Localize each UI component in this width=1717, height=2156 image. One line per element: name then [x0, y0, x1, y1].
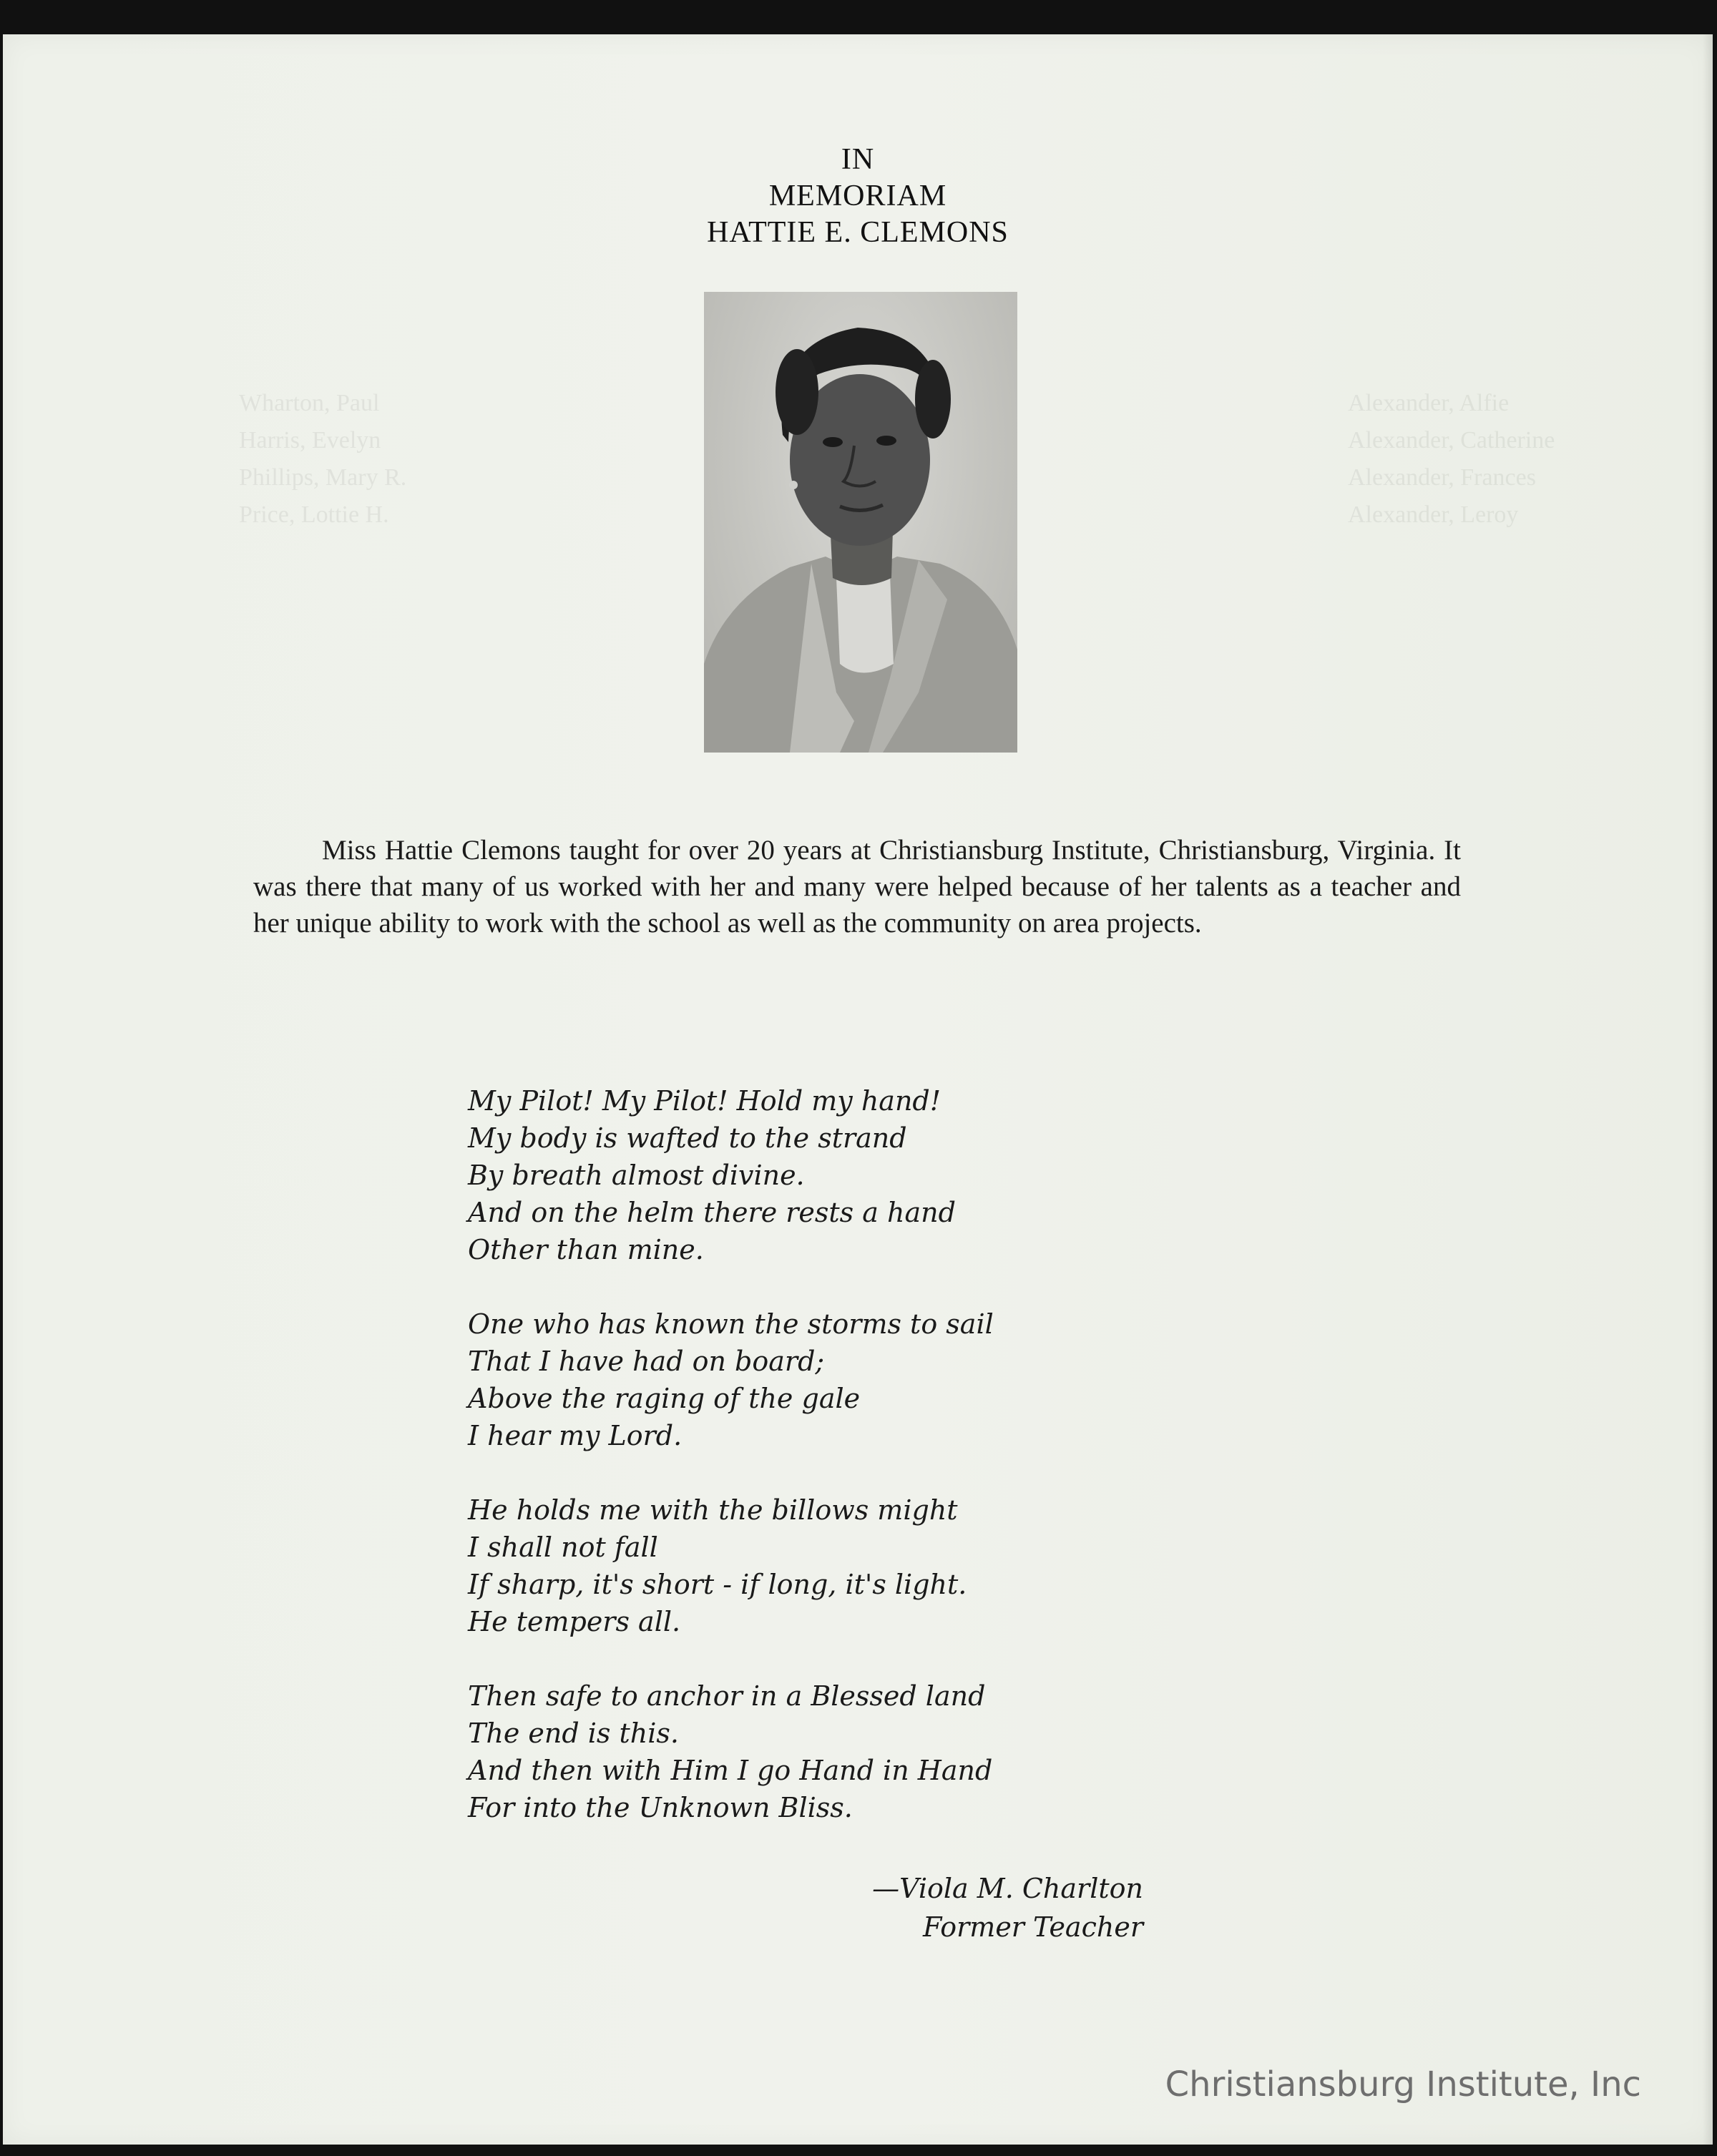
poem-attribution: [747, 1869, 1143, 1946]
heading-line-name: HATTIE E. CLEMONS: [707, 216, 1009, 249]
poem-line: I shall not fall: [468, 1532, 658, 1563]
poem-line: Other than mine.: [468, 1234, 704, 1265]
portrait-photo: [704, 292, 1017, 753]
poem-stanza: [468, 1305, 1112, 1454]
poem-line: Above the raging of the gale: [468, 1383, 861, 1414]
poem-line: If sharp, it's short - if long, it's light.: [468, 1569, 967, 1600]
author-title: Former Teacher: [922, 1911, 1143, 1943]
poem-line: By breath almost divine.: [468, 1160, 805, 1191]
poem-line: For into the Unknown Bliss.: [468, 1792, 853, 1823]
poem-line: Then safe to anchor in a Blessed land: [468, 1680, 986, 1712]
show-through-text: Wharton, Paul Harris, Evelyn Phillips, Mary R. Price, Lottie H.: [239, 390, 407, 528]
heading-line-in: IN: [841, 143, 875, 176]
show-through-text: Alexander, Alfie Alexander, Catherine Alexander, Frances Alexander, Leroy: [1348, 390, 1555, 528]
portrait-icon: [704, 292, 1017, 753]
poem-line: One who has known the storms to sail: [468, 1308, 994, 1340]
memorial-poem: [468, 1082, 1112, 1863]
paper-edge: [1703, 34, 1713, 2145]
author-name: —Viola M. Charlton: [872, 1873, 1143, 1904]
poem-line: The end is this.: [468, 1718, 679, 1749]
memorial-heading: [3, 142, 1713, 251]
archive-watermark: Christiansburg Institute, Inc: [1165, 2064, 1641, 2104]
poem-stanza: [468, 1677, 1112, 1826]
poem-line: He holds me with the billows might: [468, 1494, 958, 1526]
poem-line: He tempers all.: [468, 1606, 681, 1637]
intro-paragraph: Miss Hattie Clemons taught for over 20 years at Christiansburg Institute, Christiansburg, Virginia. It was there that many of us worked with her and many were helped because of her talents as a teacher and her unique ability to work with the school as well as the community on area projects.: [253, 835, 1461, 939]
heading-line-memoriam: MEMORIAM: [768, 180, 947, 212]
poem-line: That I have had on board;: [468, 1346, 825, 1377]
poem-line: And then with Him I go Hand in Hand: [468, 1755, 993, 1786]
poem-line: I hear my Lord.: [468, 1420, 683, 1451]
poem-stanza: [468, 1082, 1112, 1268]
poem-line: My body is wafted to the strand: [468, 1122, 907, 1154]
poem-line: My Pilot! My Pilot! Hold my hand!: [468, 1085, 941, 1117]
poem-stanza: [468, 1491, 1112, 1640]
memorial-page: [3, 34, 1713, 2145]
poem-line: And on the helm there rests a hand: [468, 1197, 956, 1228]
